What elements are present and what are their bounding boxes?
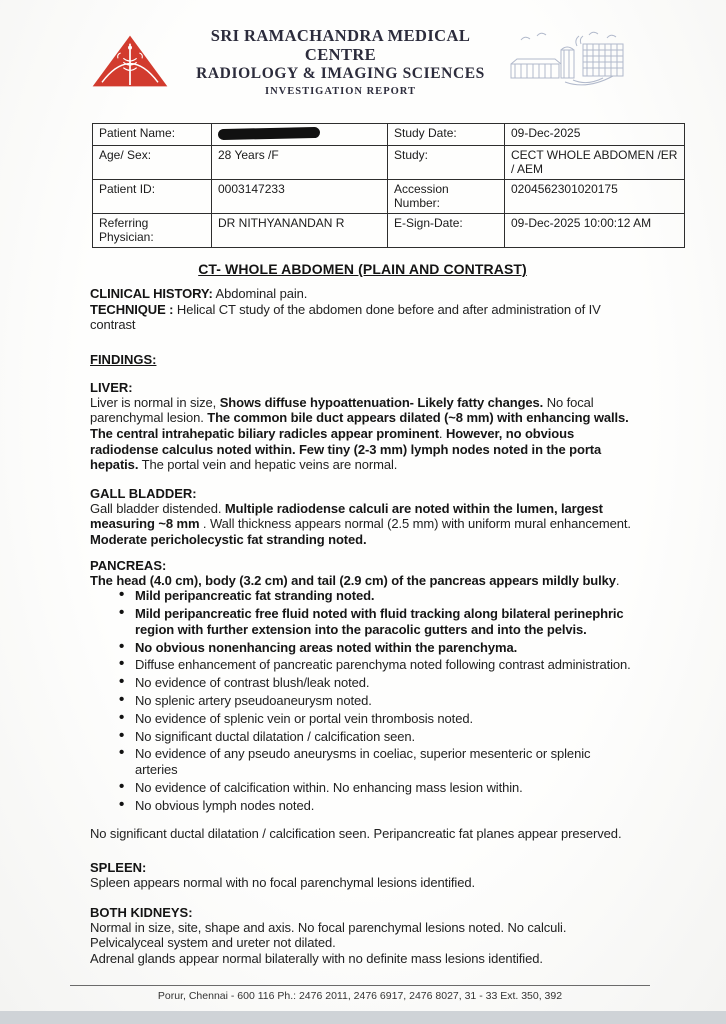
hospital-logo-icon xyxy=(90,32,178,90)
patient-id-label: Patient ID: xyxy=(93,180,212,214)
referring-physician-value: DR NITHYANANDAN R xyxy=(212,214,388,248)
liver-heading: LIVER: xyxy=(90,379,133,395)
spleen-body: Spleen appears normal with no focal parenchymal lesions identified. xyxy=(90,875,475,891)
table-row xyxy=(93,124,685,146)
report-kind: INVESTIGATION REPORT xyxy=(264,85,416,97)
caduceus-triangle-icon xyxy=(90,32,170,90)
pancreas-bullet-list xyxy=(118,588,635,813)
pancreas-summary: No significant ductal dilatation / calcification seen. Peripancreatic fat planes appear preserved. xyxy=(90,826,622,842)
findings-heading: FINDINGS: xyxy=(90,351,157,367)
technique-label: TECHNIQUE : xyxy=(90,301,174,317)
esign-date-label: E-Sign-Date: xyxy=(388,214,505,248)
patient-name-label: Patient Name: xyxy=(93,124,212,146)
patient-id-value: 0003147233 xyxy=(212,180,388,214)
study-date-value: 09-Dec-2025 xyxy=(505,124,685,146)
finding-bullet: • No obvious nonenhancing areas noted within the parenchyma. xyxy=(118,640,635,656)
patient-name-value xyxy=(212,124,388,146)
redaction-mark xyxy=(218,127,320,140)
table-row xyxy=(93,180,685,214)
report-title: CT- WHOLE ABDOMEN (PLAIN AND CONTRAST) xyxy=(198,261,527,277)
study-date-label: Study Date: xyxy=(388,124,505,146)
pancreas-heading: PANCREAS: xyxy=(90,557,167,573)
building-sketch-drawing xyxy=(503,30,635,88)
study-label: Study: xyxy=(388,146,505,180)
finding-bullet: • No obvious lymph nodes noted. xyxy=(118,798,635,814)
esign-date-value: 09-Dec-2025 10:00:12 AM xyxy=(505,214,685,248)
study-value: CECT WHOLE ABDOMEN /ER / AEM xyxy=(505,146,685,180)
accession-number-label: Accession Number: xyxy=(388,180,505,214)
age-sex-value: 28 Years /F xyxy=(212,146,388,180)
finding-bullet: • No evidence of splenic vein or portal vein thrombosis noted. xyxy=(118,711,635,727)
referring-physician-label: Referring Physician: xyxy=(93,214,212,248)
clinical-history xyxy=(90,286,635,333)
hospital-building-sketch-icon xyxy=(503,30,635,93)
finding-bullet: • No significant ductal dilatation / calcification seen. xyxy=(118,729,635,745)
liver-body: Liver is normal in size, Shows diffuse hypoattenuation- Likely fatty changes. No focal parenchymal lesion. The common bile duct appears dilated (~8 mm) with enhancing walls. The central intrahepatic biliary radicles appear prominent. However, no obvious radiodense calculus noted within. Few tiny (2-3 mm) lymph nodes noted in the porta hepatis. The portal vein and hepatic veins are normal. xyxy=(90,394,629,473)
report-header xyxy=(90,0,635,97)
finding-bullet: • Mild peripancreatic fat stranding noted. xyxy=(118,588,635,604)
technique-text: Helical CT study of the abdomen done before and after administration of IV contrast xyxy=(90,301,601,333)
gall-bladder-body: Gall bladder distended. Multiple radiodense calculi are noted within the lumen, largest measuring ~8 mm . Wall thickness appears normal (2.5 mm) with uniform mural enhancement. Moderate pericholecystic fat stranding noted. xyxy=(90,500,631,547)
hospital-name: SRI RAMACHANDRA MEDICAL CENTRE xyxy=(210,25,471,64)
department-name: RADIOLOGY & IMAGING SCIENCES xyxy=(196,64,485,82)
kidneys-body xyxy=(90,920,635,967)
footer-address: Porur, Chennai - 600 116 Ph.: 2476 2011, 2476 6917, 2476 8027, 31 - 33 Ext. 350, 392 xyxy=(70,985,650,1002)
kidneys-heading: BOTH KIDNEYS: xyxy=(90,904,193,920)
kidneys-line: Pelvicalyceal system and ureter not dilated. xyxy=(90,935,336,951)
table-row xyxy=(93,146,685,180)
finding-bullet: • Mild peripancreatic free fluid noted with fluid tracking along bilateral perinephric region with further extension into the paracolic gutters and into the pelvis. xyxy=(118,606,635,638)
photo-edge-strip xyxy=(0,1011,726,1024)
spleen-heading: SPLEEN: xyxy=(90,860,147,876)
accession-number-value: 0204562301020175 xyxy=(505,180,685,214)
age-sex-label: Age/ Sex: xyxy=(93,146,212,180)
clinical-history-text: Abdominal pain. xyxy=(212,286,308,301)
patient-info-table xyxy=(92,123,685,248)
kidneys-line: Adrenal glands appear normal bilaterally with no definite mass lesions identified. xyxy=(90,950,543,966)
finding-bullet: • No evidence of any pseudo aneurysms in coeliac, superior mesenteric or splenic arteries xyxy=(118,746,635,778)
clinical-history-label: CLINICAL HISTORY: xyxy=(90,286,213,301)
finding-bullet: • No splenic artery pseudoaneurysm noted. xyxy=(118,693,635,709)
header-titles xyxy=(178,26,503,97)
kidneys-line: Normal in size, site, shape and axis. No focal parenchymal lesions noted. No calculi. xyxy=(90,919,567,935)
finding-bullet: • No evidence of calcification within. No enhancing mass lesion within. xyxy=(118,780,635,796)
finding-bullet: • No evidence of contrast blush/leak noted. xyxy=(118,675,635,691)
pancreas-intro: The head (4.0 cm), body (3.2 cm) and tail (2.9 cm) of the pancreas appears mildly bulky. xyxy=(90,572,620,588)
finding-bullet: • Diffuse enhancement of pancreatic parenchyma noted following contrast administration. xyxy=(118,657,635,673)
table-row xyxy=(93,214,685,248)
gall-bladder-heading: GALL BLADDER: xyxy=(90,485,197,501)
